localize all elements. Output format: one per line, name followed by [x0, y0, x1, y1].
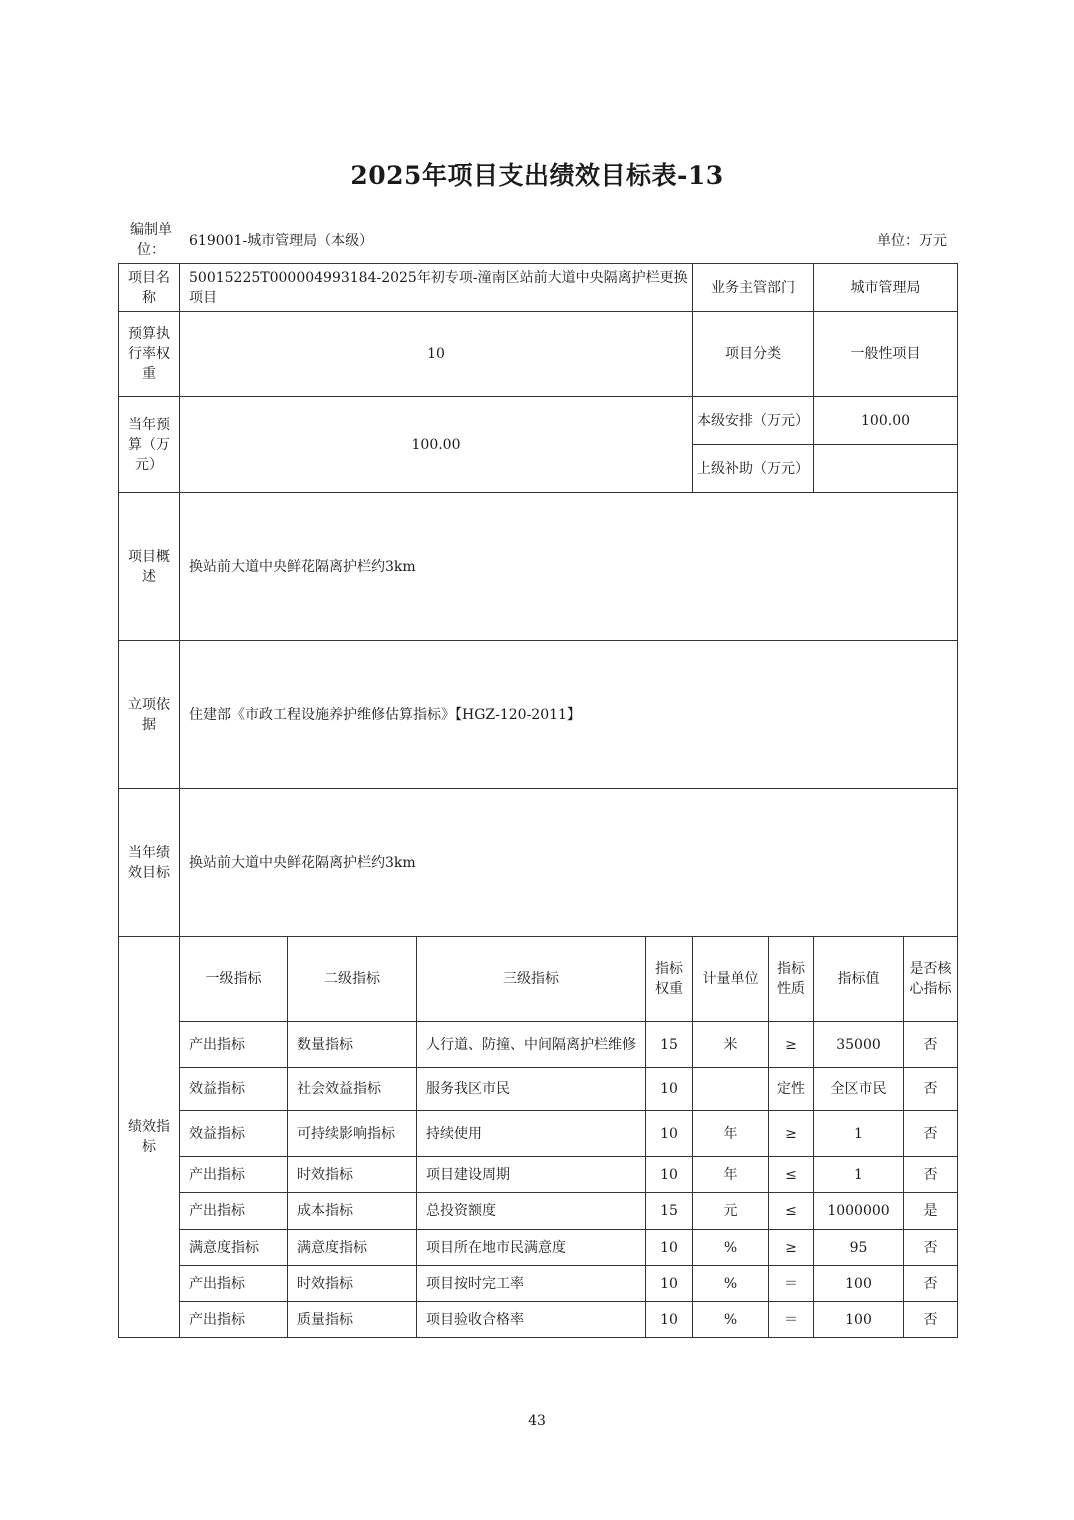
- row-nature: ≥: [769, 1022, 814, 1068]
- overview-row: [119, 493, 958, 641]
- row-core: 否: [904, 1022, 958, 1068]
- row-level3: 服务我区市民: [417, 1068, 646, 1111]
- row-unit: 元: [693, 1193, 769, 1230]
- table-row: [119, 1230, 958, 1266]
- header-core: 是否核心指标: [904, 937, 958, 1022]
- row-value: 1000000: [814, 1193, 904, 1230]
- row-core: 否: [904, 1157, 958, 1193]
- header-weight: 指标权重: [646, 937, 693, 1022]
- row-level1: 产出指标: [180, 1157, 288, 1193]
- category-value: 一般性项目: [814, 312, 958, 397]
- row-weight: 10: [646, 1302, 693, 1338]
- row-level2: 数量指标: [288, 1022, 417, 1068]
- row-weight: 10: [646, 1068, 693, 1111]
- row-level3: 项目建设周期: [417, 1157, 646, 1193]
- row-level3: 项目按时完工率: [417, 1266, 646, 1302]
- weight-row: [119, 312, 958, 397]
- row-nature: ≥: [769, 1111, 814, 1157]
- budget-row-1: [119, 397, 958, 445]
- overview-label: 项目概述: [119, 493, 180, 641]
- row-level2: 时效指标: [288, 1157, 417, 1193]
- row-level3: 人行道、防撞、中间隔离护栏维修: [417, 1022, 646, 1068]
- row-level3: 持续使用: [417, 1111, 646, 1157]
- row-value: 100: [814, 1266, 904, 1302]
- basis-value: 住建部《市政工程设施养护维修估算指标》【HGZ-120-2011】: [180, 641, 958, 789]
- basis-row: [119, 641, 958, 789]
- row-level1: 效益指标: [180, 1068, 288, 1111]
- header-level3: 三级指标: [417, 937, 646, 1022]
- dept-label: 业务主管部门: [693, 264, 814, 312]
- row-unit: [693, 1068, 769, 1111]
- row-nature: ＝: [769, 1302, 814, 1338]
- header-level1: 一级指标: [180, 937, 288, 1022]
- row-value: 全区市民: [814, 1068, 904, 1111]
- row-level1: 产出指标: [180, 1022, 288, 1068]
- header-level2: 二级指标: [288, 937, 417, 1022]
- row-nature: ＝: [769, 1266, 814, 1302]
- table-row: [119, 1302, 958, 1338]
- overview-value: 换站前大道中央鲜花隔离护栏约3km: [180, 493, 958, 641]
- performance-table: [118, 263, 958, 1338]
- row-value: 95: [814, 1230, 904, 1266]
- goal-value: 换站前大道中央鲜花隔离护栏约3km: [180, 789, 958, 937]
- category-label: 项目分类: [693, 312, 814, 397]
- weight-label: 预算执行率权重: [119, 312, 180, 397]
- local-budget-value: 100.00: [814, 397, 958, 445]
- table-row: [119, 1022, 958, 1068]
- row-core: 否: [904, 1302, 958, 1338]
- row-nature: ≤: [769, 1193, 814, 1230]
- row-level3: 项目所在地市民满意度: [417, 1230, 646, 1266]
- project-name-label: 项目名称: [119, 264, 180, 312]
- row-level1: 产出指标: [180, 1193, 288, 1230]
- row-level2: 时效指标: [288, 1266, 417, 1302]
- row-core: 否: [904, 1230, 958, 1266]
- row-unit: %: [693, 1302, 769, 1338]
- row-weight: 10: [646, 1111, 693, 1157]
- table-row: [119, 1157, 958, 1193]
- indicator-header-row: [119, 937, 958, 1022]
- row-core: 否: [904, 1068, 958, 1111]
- table-row: [119, 1068, 958, 1111]
- local-budget-label: 本级安排（万元）: [693, 397, 814, 445]
- row-level2: 满意度指标: [288, 1230, 417, 1266]
- row-value: 100: [814, 1302, 904, 1338]
- header-value: 指标值: [814, 937, 904, 1022]
- row-core: 是: [904, 1193, 958, 1230]
- row-level3: 项目验收合格率: [417, 1302, 646, 1338]
- dept-value: 城市管理局: [814, 264, 958, 312]
- header-nature: 指标性质: [769, 937, 814, 1022]
- goal-row: [119, 789, 958, 937]
- currency-unit: 单位：万元: [877, 233, 947, 249]
- row-weight: 15: [646, 1022, 693, 1068]
- row-unit: 年: [693, 1157, 769, 1193]
- row-weight: 15: [646, 1193, 693, 1230]
- row-level1: 产出指标: [180, 1302, 288, 1338]
- budget-label: 当年预算（万元）: [119, 397, 180, 493]
- project-name-value: 50015225T000004993184-2025年初专项-潼南区站前大道中央隔离护栏更换项目: [180, 264, 693, 312]
- weight-value: 10: [180, 312, 693, 397]
- header-unit: 计量单位: [693, 937, 769, 1022]
- row-weight: 10: [646, 1230, 693, 1266]
- table-row: [119, 1193, 958, 1230]
- row-unit: %: [693, 1266, 769, 1302]
- row-level2: 可持续影响指标: [288, 1111, 417, 1157]
- table-row: [119, 1266, 958, 1302]
- row-level2: 社会效益指标: [288, 1068, 417, 1111]
- row-value: 35000: [814, 1022, 904, 1068]
- row-level2: 成本指标: [288, 1193, 417, 1230]
- row-value: 1: [814, 1111, 904, 1157]
- row-nature: 定性: [769, 1068, 814, 1111]
- upper-subsidy-label: 上级补助（万元）: [693, 445, 814, 493]
- page-title: 2025年项目支出绩效目标表-13: [350, 161, 724, 190]
- unit-value: 619001-城市管理局（本级）: [189, 233, 374, 249]
- unit-label: 编制单位：: [130, 222, 172, 258]
- row-level1: 满意度指标: [180, 1230, 288, 1266]
- row-unit: 米: [693, 1022, 769, 1068]
- row-nature: ≥: [769, 1230, 814, 1266]
- row-unit: %: [693, 1230, 769, 1266]
- budget-value: 100.00: [180, 397, 693, 493]
- row-core: 否: [904, 1266, 958, 1302]
- indicators-section-label: 绩效指标: [119, 937, 180, 1338]
- row-level1: 效益指标: [180, 1111, 288, 1157]
- row-core: 否: [904, 1111, 958, 1157]
- goal-label: 当年绩效目标: [119, 789, 180, 937]
- row-unit: 年: [693, 1111, 769, 1157]
- row-nature: ≤: [769, 1157, 814, 1193]
- row-level3: 总投资额度: [417, 1193, 646, 1230]
- row-level2: 质量指标: [288, 1302, 417, 1338]
- row-weight: 10: [646, 1157, 693, 1193]
- row-level1: 产出指标: [180, 1266, 288, 1302]
- project-name-row: [119, 264, 958, 312]
- row-value: 1: [814, 1157, 904, 1193]
- upper-subsidy-value: [814, 445, 958, 493]
- basis-label: 立项依据: [119, 641, 180, 789]
- row-weight: 10: [646, 1266, 693, 1302]
- table-row: [119, 1111, 958, 1157]
- page-number: 43: [528, 1413, 546, 1429]
